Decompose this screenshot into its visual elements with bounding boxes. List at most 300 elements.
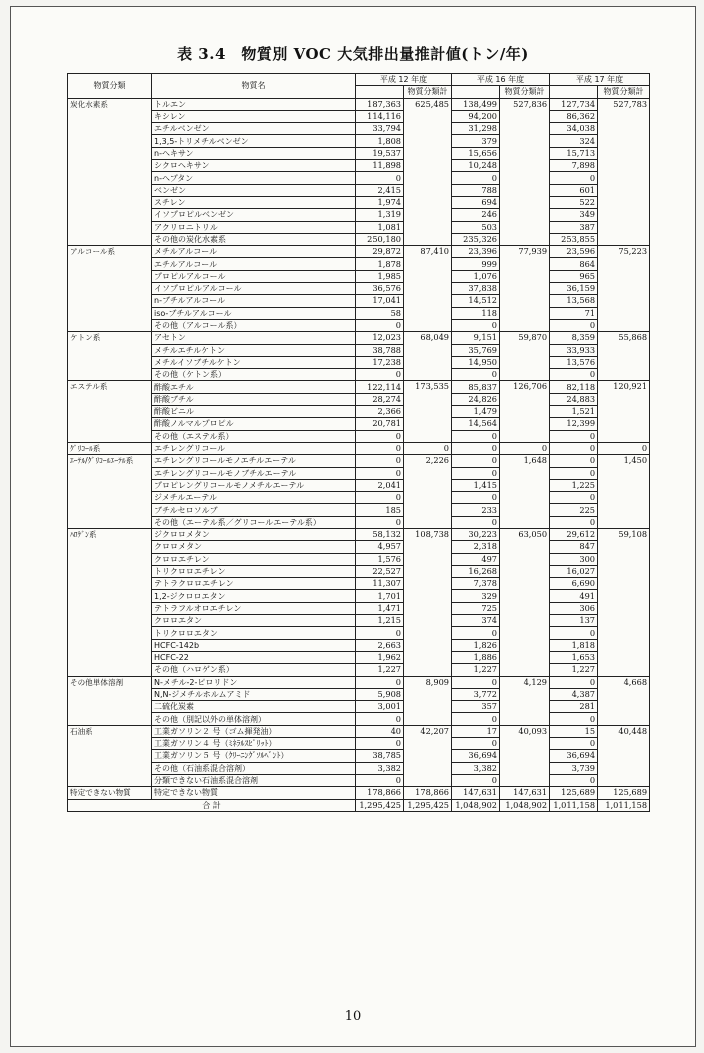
value-h12: 1,962 <box>356 651 404 663</box>
substance-name: キシレン <box>152 110 356 122</box>
category-cell: 石油系 <box>68 725 152 786</box>
value-h17: 0 <box>550 369 598 381</box>
subtotal-h17: 120,921 <box>598 381 650 442</box>
table-row <box>68 639 650 651</box>
table-row <box>68 479 650 491</box>
header-year-h17: 平成 17 年度 <box>550 74 650 86</box>
value-h12: 2,366 <box>356 406 404 418</box>
value-h16: 31,298 <box>452 123 500 135</box>
value-h17: 0 <box>550 455 598 467</box>
value-h16: 138,499 <box>452 98 500 110</box>
value-h17: 15,713 <box>550 147 598 159</box>
table-row <box>68 787 650 799</box>
value-h17: 12,399 <box>550 418 598 430</box>
category-cell: 特定できない物質 <box>68 787 152 799</box>
value-h17: 6,690 <box>550 578 598 590</box>
header-year-h12: 平成 12 年度 <box>356 74 452 86</box>
value-h17: 306 <box>550 602 598 614</box>
value-h16: 0 <box>452 172 500 184</box>
substance-name: メチルイソブチルケトン <box>152 356 356 368</box>
value-h12: 0 <box>356 442 404 454</box>
substance-name: n-ヘキサン <box>152 147 356 159</box>
value-h17: 82,118 <box>550 381 598 393</box>
value-h16: 7,378 <box>452 578 500 590</box>
substance-name: エチルアルコール <box>152 258 356 270</box>
table-row <box>68 528 650 540</box>
table-row <box>68 750 650 762</box>
value-h12: 178,866 <box>356 787 404 799</box>
value-h17: 33,933 <box>550 344 598 356</box>
value-h16: 0 <box>452 627 500 639</box>
value-h12: 122,114 <box>356 381 404 393</box>
value-h17: 127,734 <box>550 98 598 110</box>
subtotal-h16: 40,093 <box>500 725 550 786</box>
substance-name: その他（アルコール系） <box>152 319 356 331</box>
value-h16: 30,223 <box>452 528 500 540</box>
value-h16: 14,950 <box>452 356 500 368</box>
value-h12: 187,363 <box>356 98 404 110</box>
substance-name: 酢酸ノルマルプロピル <box>152 418 356 430</box>
subtotal-h16: 59,870 <box>500 332 550 381</box>
value-h16: 235,326 <box>452 233 500 245</box>
substance-name: 1,2-ジクロロエタン <box>152 590 356 602</box>
value-h12: 33,794 <box>356 123 404 135</box>
value-h16: 0 <box>452 430 500 442</box>
table-row <box>68 233 650 245</box>
value-h17: 8,359 <box>550 332 598 344</box>
value-h16: 999 <box>452 258 500 270</box>
substance-name: テトラフルオロエチレン <box>152 602 356 614</box>
value-h16: 725 <box>452 602 500 614</box>
value-h12: 29,872 <box>356 246 404 258</box>
substance-name: クロロエタン <box>152 615 356 627</box>
value-h12: 40 <box>356 725 404 737</box>
value-h17: 601 <box>550 184 598 196</box>
value-h16: 788 <box>452 184 500 196</box>
value-h17: 29,612 <box>550 528 598 540</box>
substance-name: ベンゼン <box>152 184 356 196</box>
substance-name: その他の炭化水素系 <box>152 233 356 245</box>
total-subtotal-h16: 1,048,902 <box>500 799 550 811</box>
value-h17: 225 <box>550 504 598 516</box>
value-h16: 17 <box>452 725 500 737</box>
substance-name: ジクロロメタン <box>152 528 356 540</box>
subtotal-h12: 0 <box>404 442 452 454</box>
substance-name: トリクロロエタン <box>152 627 356 639</box>
value-h12: 1,227 <box>356 664 404 676</box>
subtotal-h17: 75,223 <box>598 246 650 332</box>
table-row <box>68 455 650 467</box>
subtotal-h16: 63,050 <box>500 528 550 676</box>
value-h12: 0 <box>356 492 404 504</box>
table-row <box>68 270 650 282</box>
substance-name: ジメチルエーテル <box>152 492 356 504</box>
table-row <box>68 541 650 553</box>
table-row <box>68 172 650 184</box>
value-h12: 2,041 <box>356 479 404 491</box>
table-row <box>68 184 650 196</box>
value-h16: 0 <box>452 713 500 725</box>
value-h12: 114,116 <box>356 110 404 122</box>
value-h12: 11,898 <box>356 160 404 172</box>
table-row <box>68 356 650 368</box>
value-h16: 1,076 <box>452 270 500 282</box>
header-substance: 物質名 <box>152 74 356 99</box>
substance-name: プロピルアルコール <box>152 270 356 282</box>
substance-name: クロロメタン <box>152 541 356 553</box>
value-h12: 5,908 <box>356 688 404 700</box>
value-h16: 118 <box>452 307 500 319</box>
subtotal-h12: 42,207 <box>404 725 452 786</box>
category-cell: アルコール系 <box>68 246 152 332</box>
table-row <box>68 307 650 319</box>
substance-name: アクリロニトリル <box>152 221 356 233</box>
value-h16: 233 <box>452 504 500 516</box>
category-cell: その他単体溶剤 <box>68 676 152 725</box>
table-row <box>68 332 650 344</box>
subtotal-h17: 4,668 <box>598 676 650 725</box>
value-h16: 1,479 <box>452 406 500 418</box>
table-row <box>68 578 650 590</box>
value-h12: 0 <box>356 516 404 528</box>
value-h12: 185 <box>356 504 404 516</box>
substance-name: エチルベンゼン <box>152 123 356 135</box>
substance-name: 特定できない物質 <box>152 787 356 799</box>
substance-name: 酢酸エチル <box>152 381 356 393</box>
total-row <box>68 799 650 811</box>
value-h17: 1,227 <box>550 664 598 676</box>
header-blank <box>550 86 598 98</box>
category-cell: ｴｰﾃﾙ/ｸﾞﾘｺｰﾙｴｰﾃﾙ系 <box>68 455 152 529</box>
value-h16: 3,772 <box>452 688 500 700</box>
value-h16: 0 <box>452 442 500 454</box>
table-row <box>68 110 650 122</box>
subtotal-h12: 178,866 <box>404 787 452 799</box>
total-h17: 1,011,158 <box>550 799 598 811</box>
table-row <box>68 258 650 270</box>
substance-name: HCFC-142b <box>152 639 356 651</box>
value-h17: 864 <box>550 258 598 270</box>
substance-name: テトラクロロエチレン <box>152 578 356 590</box>
table-row <box>68 664 650 676</box>
substance-name: 工業ガソリン２ 号（ゴム揮発油） <box>152 725 356 737</box>
value-h16: 147,631 <box>452 787 500 799</box>
subtotal-h16: 126,706 <box>500 381 550 442</box>
table-row <box>68 123 650 135</box>
total-label: 合 計 <box>68 799 356 811</box>
value-h12: 0 <box>356 627 404 639</box>
value-h16: 0 <box>452 492 500 504</box>
value-h17: 0 <box>550 713 598 725</box>
total-h12: 1,295,425 <box>356 799 404 811</box>
substance-name: その他（ハロゲン系） <box>152 664 356 676</box>
substance-name: iso-ブチルアルコール <box>152 307 356 319</box>
subtotal-h17: 1,450 <box>598 455 650 529</box>
value-h12: 1,471 <box>356 602 404 614</box>
subtotal-h17: 125,689 <box>598 787 650 799</box>
table-row <box>68 319 650 331</box>
value-h17: 0 <box>550 774 598 786</box>
subtotal-h12: 2,226 <box>404 455 452 529</box>
table-row <box>68 442 650 454</box>
header-blank <box>452 86 500 98</box>
value-h16: 0 <box>452 774 500 786</box>
table-row <box>68 590 650 602</box>
table-row <box>68 246 650 258</box>
value-h12: 250,180 <box>356 233 404 245</box>
value-h17: 0 <box>550 676 598 688</box>
subtotal-h16: 1,648 <box>500 455 550 529</box>
substance-name: ブチルセロソルブ <box>152 504 356 516</box>
substance-name: その他（エーテル系／グリコールエーテル系） <box>152 516 356 528</box>
substance-name: 工業ガソリン４ 号（ﾐﾈﾗﾙｽﾋﾟﾘｯﾄ） <box>152 738 356 750</box>
value-h17: 0 <box>550 430 598 442</box>
total-subtotal-h12: 1,295,425 <box>404 799 452 811</box>
value-h12: 1,701 <box>356 590 404 602</box>
value-h12: 0 <box>356 467 404 479</box>
value-h12: 3,382 <box>356 762 404 774</box>
subtotal-h12: 68,049 <box>404 332 452 381</box>
value-h12: 4,957 <box>356 541 404 553</box>
value-h16: 1,826 <box>452 639 500 651</box>
table-row <box>68 418 650 430</box>
value-h17: 137 <box>550 615 598 627</box>
table-row <box>68 209 650 221</box>
table-row <box>68 516 650 528</box>
value-h17: 4,387 <box>550 688 598 700</box>
subtotal-h17: 0 <box>598 442 650 454</box>
value-h16: 0 <box>452 369 500 381</box>
value-h12: 0 <box>356 455 404 467</box>
value-h12: 1,878 <box>356 258 404 270</box>
value-h17: 300 <box>550 553 598 565</box>
value-h16: 3,382 <box>452 762 500 774</box>
value-h16: 2,318 <box>452 541 500 553</box>
value-h12: 0 <box>356 172 404 184</box>
value-h12: 1,974 <box>356 196 404 208</box>
value-h16: 0 <box>452 516 500 528</box>
value-h12: 2,663 <box>356 639 404 651</box>
value-h12: 22,527 <box>356 565 404 577</box>
value-h17: 0 <box>550 627 598 639</box>
value-h17: 23,596 <box>550 246 598 258</box>
value-h17: 847 <box>550 541 598 553</box>
value-h17: 0 <box>550 319 598 331</box>
value-h17: 36,694 <box>550 750 598 762</box>
value-h12: 20,781 <box>356 418 404 430</box>
value-h17: 1,225 <box>550 479 598 491</box>
category-cell: エステル系 <box>68 381 152 442</box>
table-row <box>68 738 650 750</box>
subtotal-h17: 40,448 <box>598 725 650 786</box>
substance-name: トルエン <box>152 98 356 110</box>
value-h12: 0 <box>356 319 404 331</box>
value-h17: 0 <box>550 516 598 528</box>
table-row <box>68 430 650 442</box>
subtotal-h12: 625,485 <box>404 98 452 246</box>
value-h16: 379 <box>452 135 500 147</box>
value-h16: 16,268 <box>452 565 500 577</box>
subtotal-h16: 147,631 <box>500 787 550 799</box>
table-row <box>68 553 650 565</box>
value-h16: 503 <box>452 221 500 233</box>
value-h17: 253,855 <box>550 233 598 245</box>
substance-name: シクロヘキサン <box>152 160 356 172</box>
value-h16: 0 <box>452 467 500 479</box>
value-h12: 0 <box>356 738 404 750</box>
table-row <box>68 701 650 713</box>
value-h12: 0 <box>356 774 404 786</box>
subtotal-h17: 59,108 <box>598 528 650 676</box>
value-h12: 0 <box>356 369 404 381</box>
subtotal-h16: 0 <box>500 442 550 454</box>
substance-name: エチレングリコールモノブチルエーテル <box>152 467 356 479</box>
value-h16: 0 <box>452 738 500 750</box>
category-cell: ケトン系 <box>68 332 152 381</box>
table-row <box>68 381 650 393</box>
substance-name: N,N-ジメチルホルムアミド <box>152 688 356 700</box>
substance-name: イソプロピルベンゼン <box>152 209 356 221</box>
table-row <box>68 713 650 725</box>
value-h17: 71 <box>550 307 598 319</box>
substance-name: n-ブチルアルコール <box>152 295 356 307</box>
category-cell: ﾊﾛｹﾞﾝ系 <box>68 528 152 676</box>
substance-name: n-ヘプタン <box>152 172 356 184</box>
substance-name: 1,3,5-トリメチルベンゼン <box>152 135 356 147</box>
value-h16: 357 <box>452 701 500 713</box>
value-h16: 24,826 <box>452 393 500 405</box>
value-h17: 13,568 <box>550 295 598 307</box>
category-cell: ｸﾞﾘｺｰﾙ系 <box>68 442 152 454</box>
value-h16: 14,564 <box>452 418 500 430</box>
value-h12: 58,132 <box>356 528 404 540</box>
value-h17: 7,898 <box>550 160 598 172</box>
value-h16: 1,886 <box>452 651 500 663</box>
subtotal-h16: 4,129 <box>500 676 550 725</box>
value-h12: 11,307 <box>356 578 404 590</box>
substance-name: プロピレングリコールモノメチルエーテル <box>152 479 356 491</box>
table-row <box>68 565 650 577</box>
value-h17: 387 <box>550 221 598 233</box>
substance-name: その他（エステル系） <box>152 430 356 442</box>
substance-name: 工業ガソリン５ 号（ｸﾘｰﾆﾝｸﾞｿﾙﾍﾞﾝﾄ） <box>152 750 356 762</box>
value-h16: 497 <box>452 553 500 565</box>
value-h16: 15,656 <box>452 147 500 159</box>
header-subtotal-h17: 物質分類計 <box>598 86 650 98</box>
value-h17: 324 <box>550 135 598 147</box>
value-h12: 1,081 <box>356 221 404 233</box>
substance-name: その他（石油系混合溶剤） <box>152 762 356 774</box>
substance-name: アセトン <box>152 332 356 344</box>
page-number: 10 <box>344 1009 362 1024</box>
subtotal-h12: 173,535 <box>404 381 452 442</box>
table-row <box>68 295 650 307</box>
subtotal-h17: 55,868 <box>598 332 650 381</box>
value-h12: 2,415 <box>356 184 404 196</box>
value-h17: 281 <box>550 701 598 713</box>
value-h12: 0 <box>356 430 404 442</box>
subtotal-h16: 77,939 <box>500 246 550 332</box>
value-h16: 1,415 <box>452 479 500 491</box>
value-h16: 374 <box>452 615 500 627</box>
value-h17: 0 <box>550 467 598 479</box>
value-h16: 14,512 <box>452 295 500 307</box>
table-row <box>68 615 650 627</box>
substance-name: エチレングリコールモノエチルエーテル <box>152 455 356 467</box>
table-row <box>68 492 650 504</box>
table-row <box>68 688 650 700</box>
value-h12: 38,785 <box>356 750 404 762</box>
value-h17: 36,159 <box>550 283 598 295</box>
substance-name: 二硫化炭素 <box>152 701 356 713</box>
value-h12: 1,985 <box>356 270 404 282</box>
value-h12: 38,788 <box>356 344 404 356</box>
value-h17: 3,739 <box>550 762 598 774</box>
document-page <box>10 6 696 1047</box>
table-row <box>68 762 650 774</box>
substance-name: その他（ケトン系） <box>152 369 356 381</box>
voc-emissions-table <box>67 73 650 812</box>
table-row <box>68 147 650 159</box>
value-h16: 329 <box>452 590 500 602</box>
table-row <box>68 221 650 233</box>
substance-name: スチレン <box>152 196 356 208</box>
value-h17: 491 <box>550 590 598 602</box>
substance-name: 酢酸ビニル <box>152 406 356 418</box>
table-row <box>68 369 650 381</box>
value-h12: 3,001 <box>356 701 404 713</box>
substance-name: メチルアルコール <box>152 246 356 258</box>
value-h16: 246 <box>452 209 500 221</box>
value-h16: 10,248 <box>452 160 500 172</box>
header-year-h16: 平成 16 年度 <box>452 74 550 86</box>
value-h17: 0 <box>550 492 598 504</box>
value-h12: 58 <box>356 307 404 319</box>
value-h17: 349 <box>550 209 598 221</box>
category-cell: 炭化水素系 <box>68 98 152 246</box>
total-h16: 1,048,902 <box>452 799 500 811</box>
header-category: 物質分類 <box>68 74 152 99</box>
value-h12: 17,041 <box>356 295 404 307</box>
value-h12: 1,576 <box>356 553 404 565</box>
value-h16: 85,837 <box>452 381 500 393</box>
value-h12: 36,576 <box>356 283 404 295</box>
value-h17: 0 <box>550 738 598 750</box>
table-row <box>68 725 650 737</box>
value-h17: 24,883 <box>550 393 598 405</box>
table-body <box>68 98 650 811</box>
table-row <box>68 196 650 208</box>
value-h16: 37,838 <box>452 283 500 295</box>
value-h16: 36,694 <box>452 750 500 762</box>
value-h12: 28,274 <box>356 393 404 405</box>
substance-name: イソプロピルアルコール <box>152 283 356 295</box>
table-row <box>68 406 650 418</box>
value-h12: 1,319 <box>356 209 404 221</box>
table-title: 表 3.4 物質別 VOC 大気排出量推計値(トン/年) <box>177 45 529 63</box>
value-h17: 125,689 <box>550 787 598 799</box>
value-h17: 0 <box>550 172 598 184</box>
value-h12: 19,537 <box>356 147 404 159</box>
substance-name: トリクロロエチレン <box>152 565 356 577</box>
subtotal-h12: 8,909 <box>404 676 452 725</box>
header-subtotal-h12: 物質分類計 <box>404 86 452 98</box>
table-row <box>68 602 650 614</box>
value-h16: 23,396 <box>452 246 500 258</box>
value-h17: 1,818 <box>550 639 598 651</box>
subtotal-h12: 108,738 <box>404 528 452 676</box>
value-h16: 35,769 <box>452 344 500 356</box>
